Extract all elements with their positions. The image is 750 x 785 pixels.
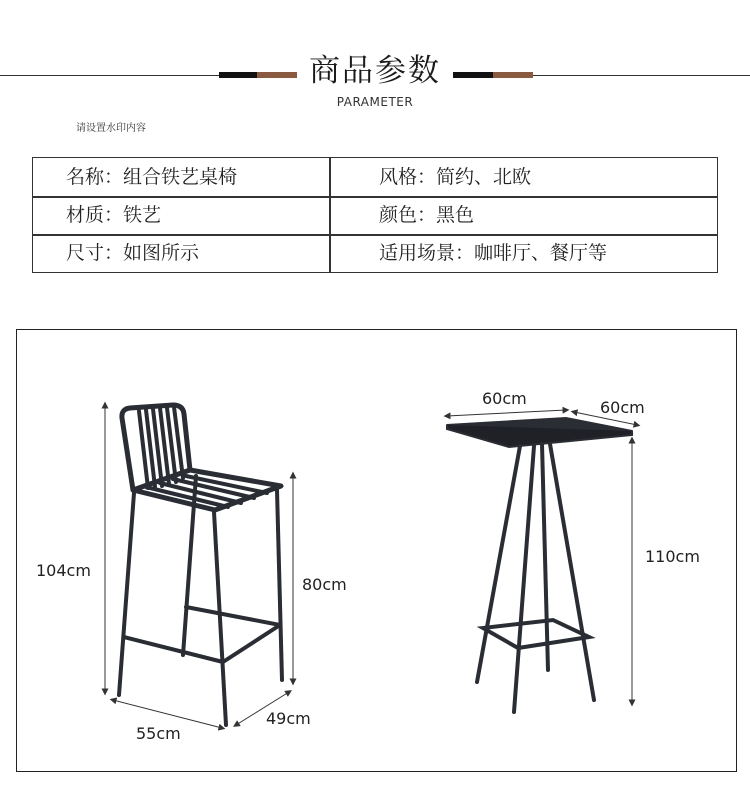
spec-label: 风格： [379,166,437,188]
page-subtitle: PARAMETER [336,95,414,109]
spec-value: 组合铁艺桌椅 [123,166,238,188]
bar-stool-drawing [119,405,282,725]
table-width-label: 60cm [482,389,527,408]
spec-label: 材质： [66,204,124,226]
spec-label: 尺寸： [66,242,124,264]
spec-value: 铁艺 [123,204,162,226]
spec-label: 颜色： [379,204,437,226]
table-depth-label: 60cm [600,398,645,417]
stool-dimension-lines [105,405,293,728]
spec-value: 简约、北欧 [436,166,532,188]
spec-value: 黑色 [436,204,475,226]
chair-depth-label: 49cm [266,709,311,728]
spec-value: 咖啡厅、餐厅等 [474,242,608,264]
bar-table-drawing [447,418,632,712]
chair-height-label: 104cm [36,561,91,580]
watermark-text: 请设置水印内容 [76,123,146,134]
page-title: 商品参数 [309,53,441,89]
spec-label: 名称： [66,166,124,188]
spec-value: 如图所示 [123,242,200,264]
chair-seat-height-label: 80cm [302,575,347,594]
spec-label: 适用场景： [379,242,475,264]
chair-width-label: 55cm [136,724,181,743]
table-height-label: 110cm [645,547,700,566]
